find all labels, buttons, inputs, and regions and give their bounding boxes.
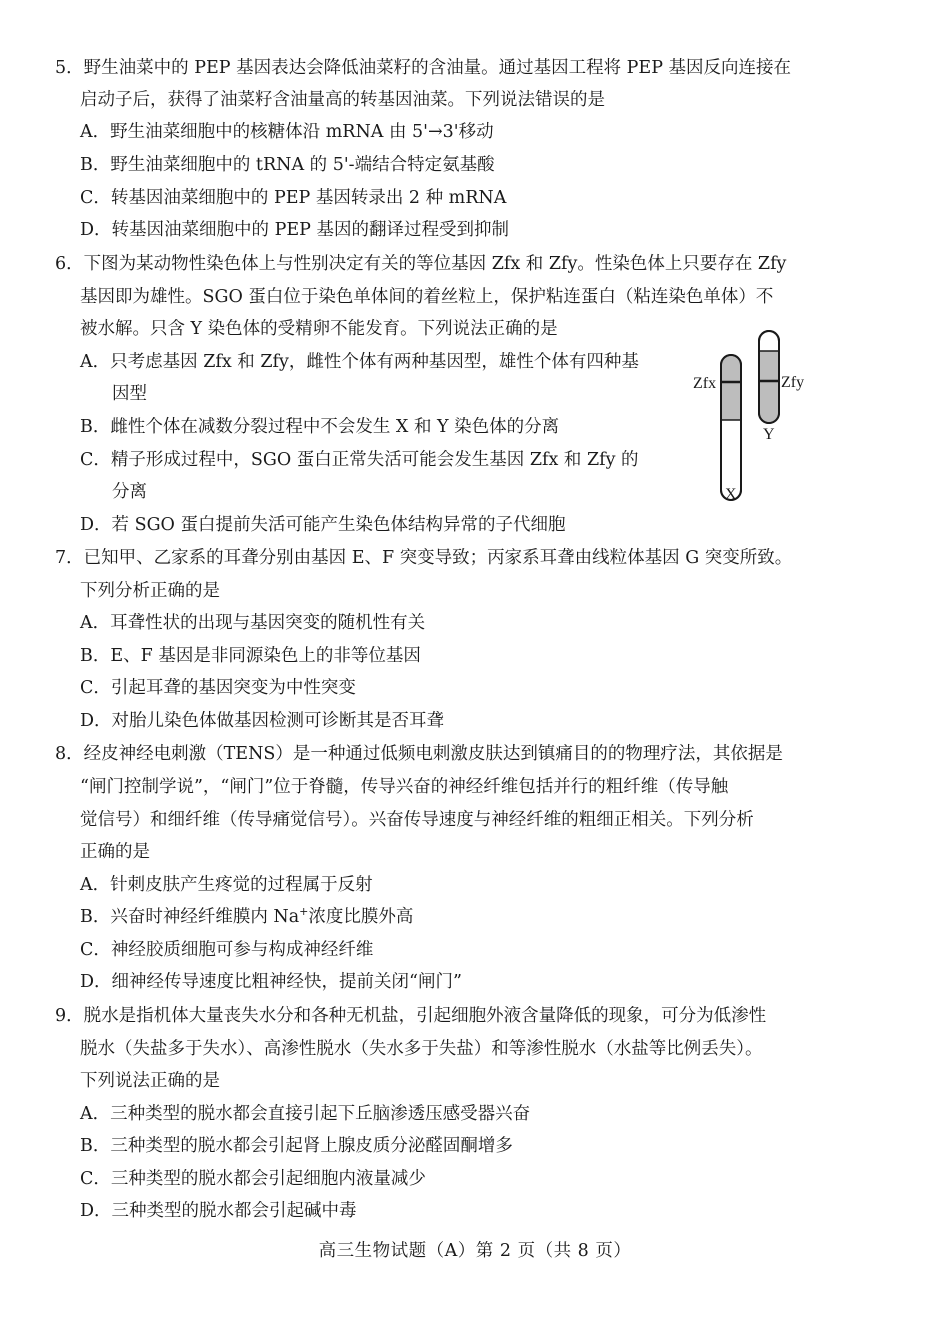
q7-stem-line-2: 下列分析正确的是 [80,581,220,601]
q9-stem-line-2: 脱水（失盐多于失水）、高渗性脱水（失水多于失盐）和等渗性脱水（水盐等比例丢失）。 [80,1039,763,1059]
q8-option-b-post: 浓度比膜外高 [308,907,414,927]
q7-option-d: D．对胎儿染色体做基因检测可诊断其是否耳聋 [80,711,445,731]
q6-option-c-line-1: C．精子形成过程中，SGO 蛋白正常失活可能会发生基因 Zfx 和 Zfy 的 [80,450,639,470]
label-zfy: Zfy [781,374,805,391]
q8-stem-line-1: 8．经皮神经电刺激（TENS）是一种通过低频电刺激皮肤达到镇痛目的的物理疗法，其依据是 [55,744,783,764]
y-chromosome-shaded-arm [760,351,778,422]
q5-stem-line-2: 启动子后，获得了油菜籽含油量高的转基因油菜。下列说法错误的是 [80,90,605,110]
q7-option-a: A．耳聋性状的出现与基因突变的随机性有关 [80,613,426,633]
label-y: Y [763,426,775,443]
q9-option-a: A．三种类型的脱水都会直接引起下丘脑渗透压感受器兴奋 [80,1104,531,1124]
q6-stem-line-1: 6．下图为某动物性染色体上与性别决定有关的等位基因 Zfx 和 Zfy。性染色体上只要存在 Zfy [55,254,787,274]
q5-stem-line-1: 5．野生油菜中的 PEP 基因表达会降低油菜籽的含油量。通过基因工程将 PEP 基因反向连接在 [55,58,792,78]
q9-option-b: B．三种类型的脱水都会引起肾上腺皮质分泌醛固酮增多 [80,1136,513,1156]
chromosome-figure [685,325,820,505]
q7-option-c: C．引起耳聋的基因突变为中性突变 [80,678,356,698]
q7-option-b: B．E、F 基因是非同源染色上的非等位基因 [80,646,421,666]
q9-stem-line-3: 下列说法正确的是 [80,1071,220,1091]
q6-option-c-line-2: 分离 [112,482,147,502]
q8-option-c: C．神经胶质细胞可参与构成神经纤维 [80,940,374,960]
q6-option-b: B．雌性个体在减数分裂过程中不会发生 X 和 Y 染色体的分离 [80,417,560,437]
x-chromosome-shaded-arm [722,356,740,420]
q7-stem-line-1: 7．已知甲、乙家系的耳聋分别由基因 E、F 突变导致；丙家系耳聋由线粒体基因 G 突变所致。 [55,548,793,568]
q9-option-c: C．三种类型的脱水都会引起细胞内液量减少 [80,1169,426,1189]
q5-option-d: D．转基因油菜细胞中的 PEP 基因的翻译过程受到抑制 [80,220,509,240]
q6-option-a-line-2: 因型 [112,384,147,404]
q5-option-c: C．转基因油菜细胞中的 PEP 基因转录出 2 种 mRNA [80,188,507,208]
q8-option-b [80,905,413,929]
q8-stem-line-4: 正确的是 [80,842,150,862]
q6-stem-line-3: 被水解。只含 Y 染色体的受精卵不能发育。下列说法正确的是 [80,319,558,339]
q8-option-b-pre: B．兴奋时神经纤维膜内 Na [80,907,300,927]
label-x: X [725,486,737,503]
q8-stem-line-3: 觉信号）和细纤维（传导痛觉信号）。兴奋传导速度与神经纤维的粗细正相关。下列分析 [80,810,754,830]
q8-option-a: A．针刺皮肤产生疼觉的过程属于反射 [80,875,373,895]
label-zfx: Zfx [693,375,717,392]
q8-option-b-superscript: + [299,905,309,919]
q6-option-a-line-1: A．只考虑基因 Zfx 和 Zfy，雌性个体有两种基因型，雄性个体有四种基 [80,352,639,372]
q8-stem-line-2: “闸门控制学说”，“闸门”位于脊髓，传导兴奋的神经纤维包括并行的粗纤维（传导触 [80,777,729,797]
q9-stem-line-1: 9．脱水是指机体大量丧失水分和各种无机盐，引起细胞外液含量降低的现象，可分为低渗性 [55,1006,767,1026]
q6-stem-line-2: 基因即为雄性。SGO 蛋白位于染色单体间的着丝粒上，保护粘连蛋白（粘连染色单体）不 [80,287,774,307]
q6-option-d: D．若 SGO 蛋白提前失活可能产生染色体结构异常的子代细胞 [80,515,566,535]
q5-option-a: A．野生油菜细胞中的核糖体沿 mRNA 由 5'→3'移动 [80,122,494,142]
page-footer: 高三生物试题（A）第 2 页（共 8 页） [318,1241,632,1261]
q5-option-b: B．野生油菜细胞中的 tRNA 的 5'-端结合特定氨基酸 [80,155,495,175]
q8-option-d: D．细神经传导速度比粗神经快，提前关闭“闸门” [80,972,462,992]
q9-option-d: D．三种类型的脱水都会引起碱中毒 [80,1201,357,1221]
